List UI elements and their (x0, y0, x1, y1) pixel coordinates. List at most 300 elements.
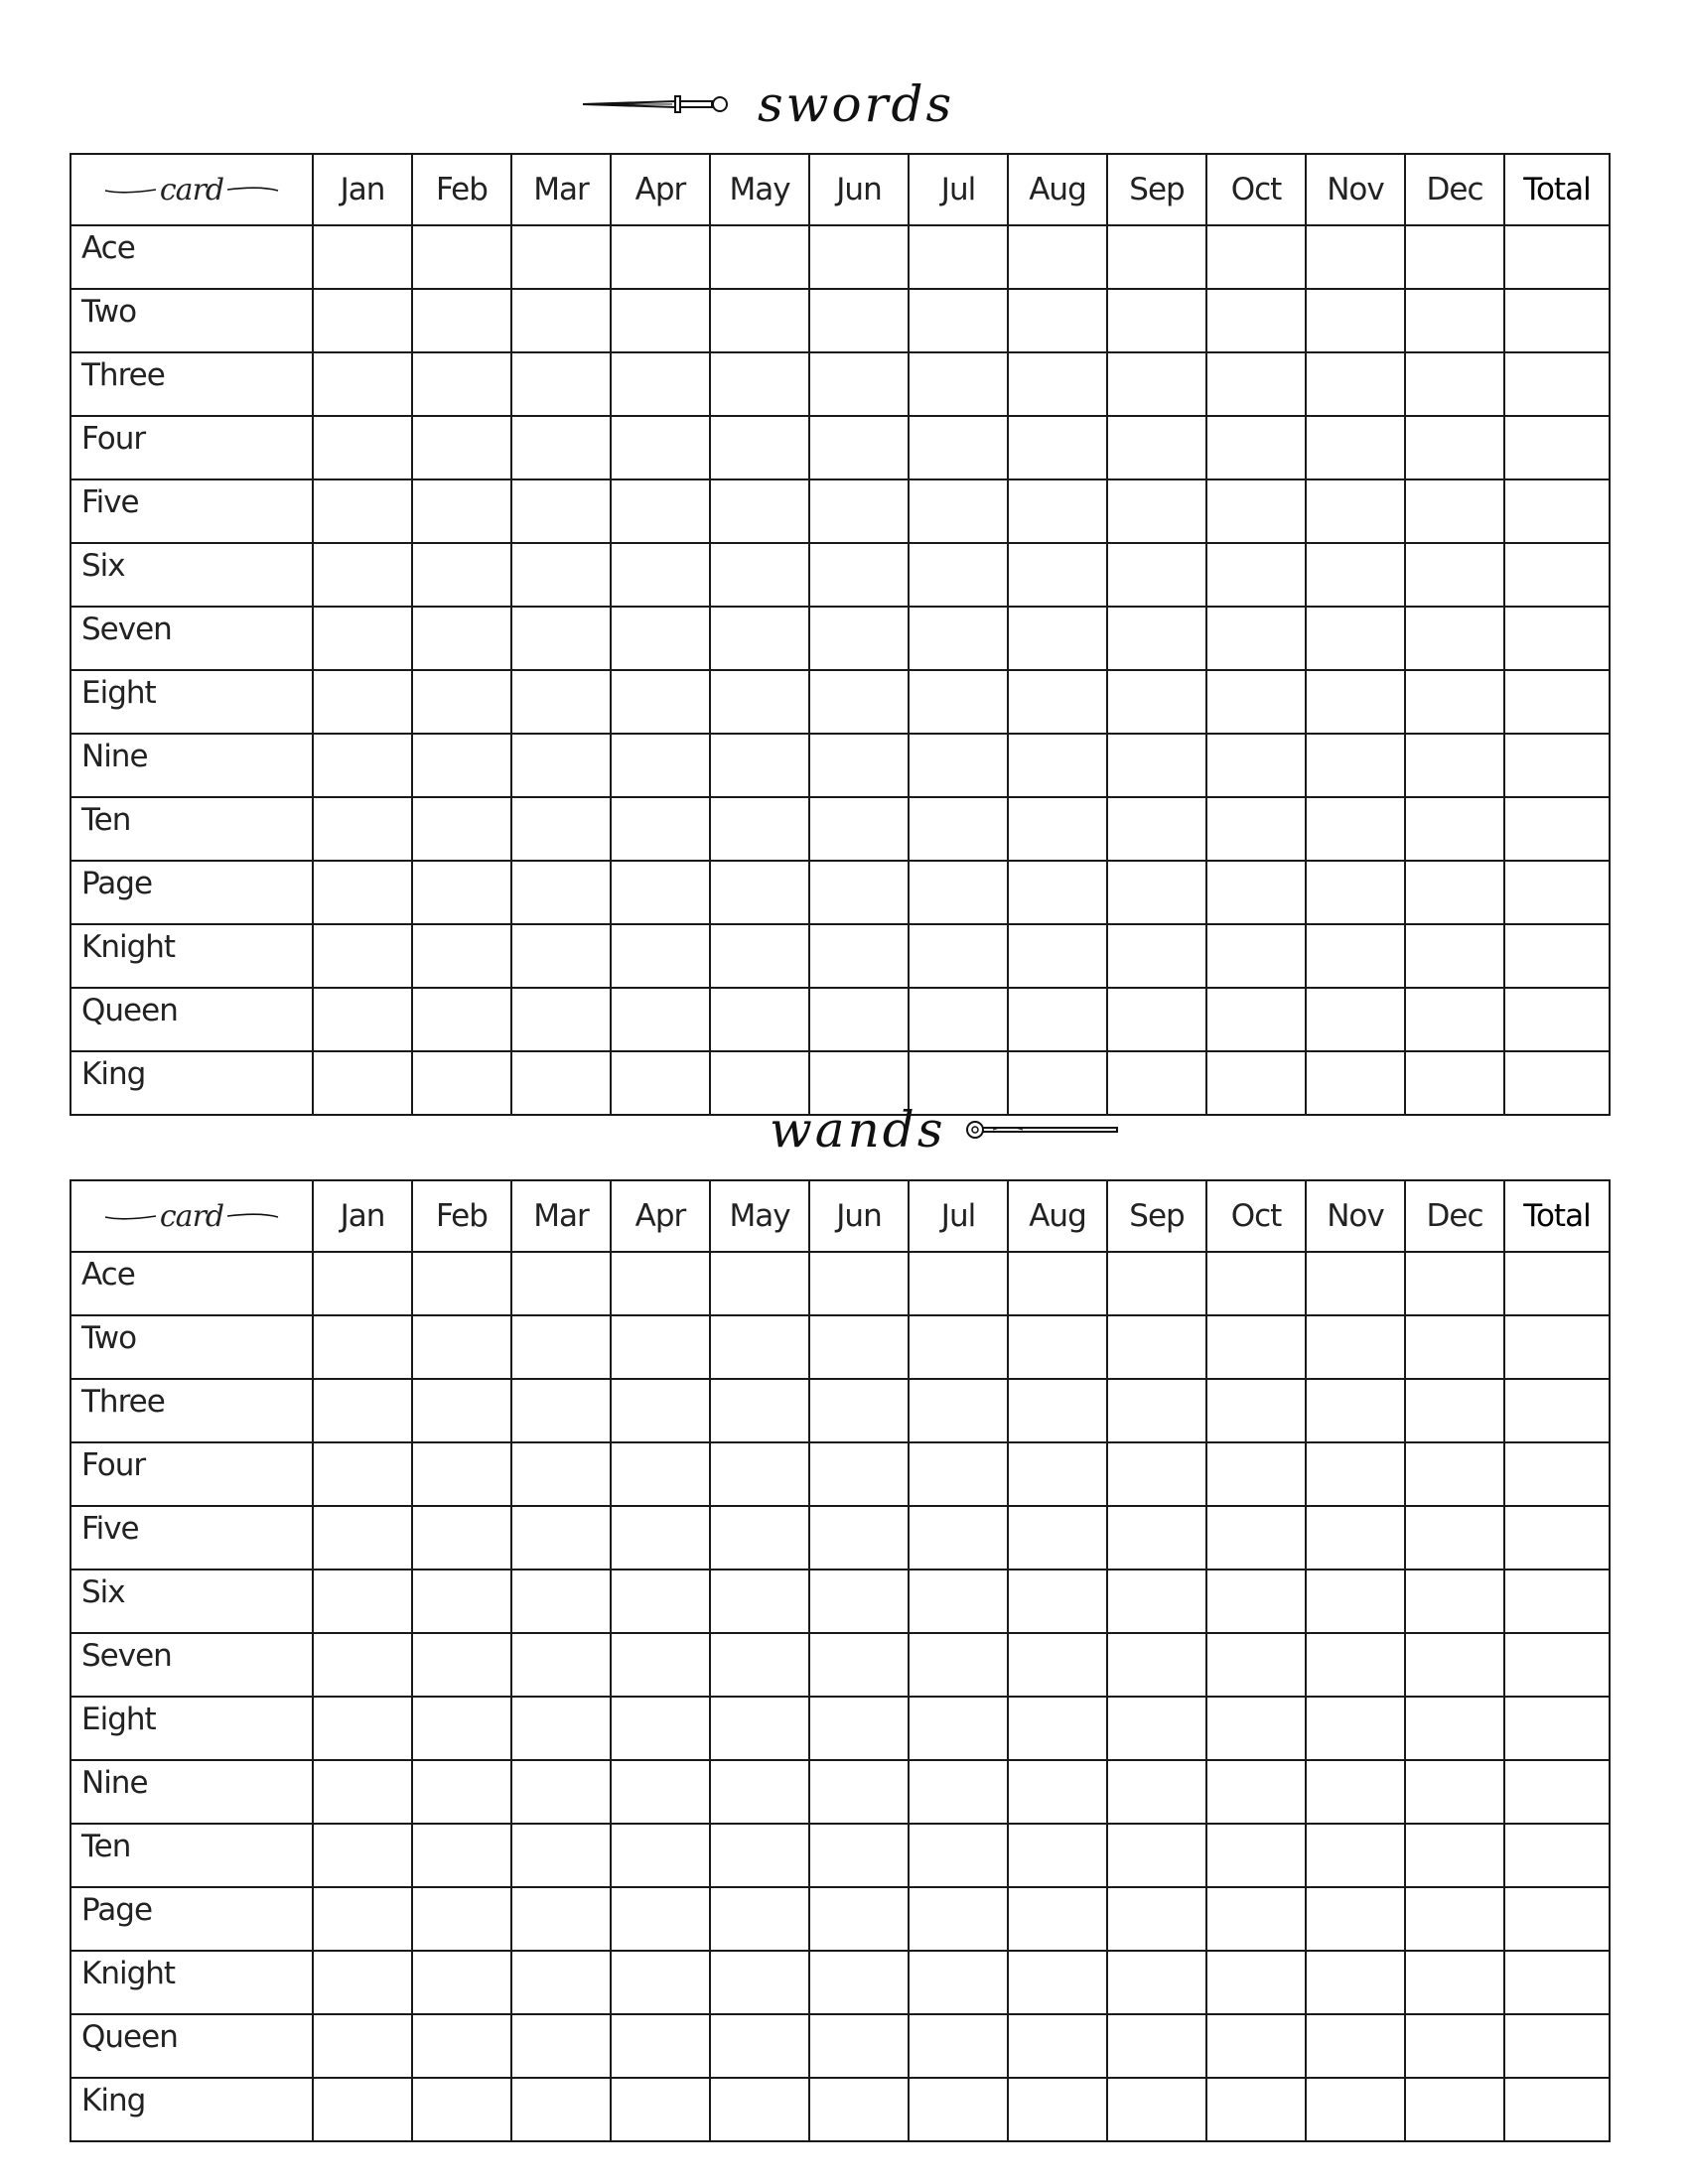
tally-cell[interactable] (313, 1051, 412, 1115)
tally-cell[interactable] (511, 670, 611, 734)
tally-cell[interactable] (909, 797, 1008, 861)
tally-cell[interactable] (1306, 1252, 1405, 1315)
tally-cell[interactable] (909, 607, 1008, 670)
tally-cell[interactable] (511, 2014, 611, 2078)
tally-cell[interactable] (412, 1379, 511, 1442)
tally-cell[interactable] (1405, 289, 1504, 352)
tally-cell[interactable] (1306, 734, 1405, 797)
tally-cell[interactable] (909, 1760, 1008, 1824)
tally-cell[interactable] (1107, 479, 1206, 543)
tally-cell[interactable] (611, 416, 710, 479)
tally-cell[interactable] (313, 1697, 412, 1760)
tally-cell[interactable] (1107, 352, 1206, 416)
tally-cell[interactable] (1405, 1887, 1504, 1951)
tally-cell[interactable] (710, 797, 809, 861)
tally-cell[interactable] (611, 1051, 710, 1115)
tally-cell[interactable] (1107, 1570, 1206, 1633)
tally-cell[interactable] (611, 988, 710, 1051)
tally-cell[interactable] (1107, 988, 1206, 1051)
tally-cell[interactable] (313, 1824, 412, 1887)
tally-cell[interactable] (412, 1760, 511, 1824)
tally-cell[interactable] (611, 1442, 710, 1506)
tally-cell[interactable] (809, 1315, 909, 1379)
tally-cell[interactable] (511, 1824, 611, 1887)
tally-cell[interactable] (313, 797, 412, 861)
tally-cell[interactable] (611, 1315, 710, 1379)
total-cell[interactable] (1504, 1760, 1610, 1824)
tally-cell[interactable] (313, 1887, 412, 1951)
tally-cell[interactable] (1008, 1633, 1107, 1697)
tally-cell[interactable] (809, 924, 909, 988)
tally-cell[interactable] (611, 289, 710, 352)
tally-cell[interactable] (611, 1506, 710, 1570)
tally-cell[interactable] (909, 543, 1008, 607)
tally-cell[interactable] (1206, 416, 1306, 479)
tally-cell[interactable] (1107, 416, 1206, 479)
tally-cell[interactable] (313, 1760, 412, 1824)
tally-cell[interactable] (909, 1633, 1008, 1697)
tally-cell[interactable] (412, 225, 511, 289)
tally-cell[interactable] (611, 1633, 710, 1697)
tally-cell[interactable] (710, 1442, 809, 1506)
tally-cell[interactable] (1405, 1442, 1504, 1506)
tally-cell[interactable] (1405, 924, 1504, 988)
tally-cell[interactable] (313, 289, 412, 352)
tally-cell[interactable] (809, 2078, 909, 2141)
tally-cell[interactable] (313, 924, 412, 988)
tally-cell[interactable] (1008, 1760, 1107, 1824)
tally-cell[interactable] (1306, 543, 1405, 607)
total-cell[interactable] (1504, 734, 1610, 797)
tally-cell[interactable] (1008, 352, 1107, 416)
tally-cell[interactable] (511, 2078, 611, 2141)
tally-cell[interactable] (809, 225, 909, 289)
tally-cell[interactable] (313, 1379, 412, 1442)
tally-cell[interactable] (1008, 1951, 1107, 2014)
total-cell[interactable] (1504, 861, 1610, 924)
tally-cell[interactable] (809, 543, 909, 607)
tally-cell[interactable] (809, 352, 909, 416)
tally-cell[interactable] (1306, 1697, 1405, 1760)
tally-cell[interactable] (511, 225, 611, 289)
tally-cell[interactable] (611, 2014, 710, 2078)
tally-cell[interactable] (1107, 861, 1206, 924)
tally-cell[interactable] (909, 1570, 1008, 1633)
tally-cell[interactable] (909, 1824, 1008, 1887)
total-cell[interactable] (1504, 1570, 1610, 1633)
tally-cell[interactable] (710, 416, 809, 479)
tally-cell[interactable] (511, 1633, 611, 1697)
tally-cell[interactable] (611, 1760, 710, 1824)
tally-cell[interactable] (611, 1252, 710, 1315)
total-cell[interactable] (1504, 988, 1610, 1051)
tally-cell[interactable] (809, 1887, 909, 1951)
tally-cell[interactable] (1206, 1633, 1306, 1697)
tally-cell[interactable] (1306, 479, 1405, 543)
tally-cell[interactable] (412, 479, 511, 543)
tally-cell[interactable] (710, 1506, 809, 1570)
tally-cell[interactable] (1107, 2014, 1206, 2078)
tally-cell[interactable] (1306, 289, 1405, 352)
tally-cell[interactable] (1107, 1379, 1206, 1442)
tally-cell[interactable] (909, 924, 1008, 988)
tally-cell[interactable] (511, 734, 611, 797)
tally-cell[interactable] (412, 1887, 511, 1951)
tally-cell[interactable] (511, 479, 611, 543)
tally-cell[interactable] (313, 1442, 412, 1506)
tally-cell[interactable] (1107, 1506, 1206, 1570)
tally-cell[interactable] (511, 797, 611, 861)
total-cell[interactable] (1504, 289, 1610, 352)
tally-cell[interactable] (1405, 1379, 1504, 1442)
total-cell[interactable] (1504, 1697, 1610, 1760)
tally-cell[interactable] (1206, 1570, 1306, 1633)
total-cell[interactable] (1504, 1442, 1610, 1506)
tally-cell[interactable] (412, 988, 511, 1051)
tally-cell[interactable] (1405, 1824, 1504, 1887)
tally-cell[interactable] (611, 2078, 710, 2141)
tally-cell[interactable] (1206, 1760, 1306, 1824)
tally-cell[interactable] (1306, 1824, 1405, 1887)
tally-cell[interactable] (611, 479, 710, 543)
tally-cell[interactable] (412, 1697, 511, 1760)
tally-cell[interactable] (1405, 670, 1504, 734)
tally-cell[interactable] (710, 1252, 809, 1315)
tally-cell[interactable] (1206, 1824, 1306, 1887)
tally-cell[interactable] (1107, 1252, 1206, 1315)
tally-cell[interactable] (412, 734, 511, 797)
tally-cell[interactable] (1306, 670, 1405, 734)
tally-cell[interactable] (710, 1570, 809, 1633)
tally-cell[interactable] (809, 479, 909, 543)
tally-cell[interactable] (1405, 225, 1504, 289)
tally-cell[interactable] (1306, 1442, 1405, 1506)
tally-cell[interactable] (909, 670, 1008, 734)
tally-cell[interactable] (710, 1824, 809, 1887)
tally-cell[interactable] (909, 2078, 1008, 2141)
tally-cell[interactable] (909, 479, 1008, 543)
tally-cell[interactable] (1306, 1051, 1405, 1115)
tally-cell[interactable] (412, 1633, 511, 1697)
tally-cell[interactable] (1008, 1379, 1107, 1442)
tally-cell[interactable] (611, 861, 710, 924)
total-cell[interactable] (1504, 607, 1610, 670)
tally-cell[interactable] (809, 1252, 909, 1315)
tally-cell[interactable] (809, 1824, 909, 1887)
tally-cell[interactable] (313, 734, 412, 797)
tally-cell[interactable] (1008, 924, 1107, 988)
tally-cell[interactable] (1405, 607, 1504, 670)
tally-cell[interactable] (909, 225, 1008, 289)
tally-cell[interactable] (511, 1315, 611, 1379)
tally-cell[interactable] (1306, 1951, 1405, 2014)
tally-cell[interactable] (710, 1633, 809, 1697)
tally-cell[interactable] (1306, 861, 1405, 924)
tally-cell[interactable] (511, 924, 611, 988)
tally-cell[interactable] (1405, 543, 1504, 607)
tally-cell[interactable] (1306, 225, 1405, 289)
tally-cell[interactable] (710, 734, 809, 797)
tally-cell[interactable] (1107, 1442, 1206, 1506)
tally-cell[interactable] (1405, 1760, 1504, 1824)
tally-cell[interactable] (1206, 225, 1306, 289)
tally-cell[interactable] (909, 861, 1008, 924)
tally-cell[interactable] (909, 1887, 1008, 1951)
tally-cell[interactable] (511, 861, 611, 924)
total-cell[interactable] (1504, 1887, 1610, 1951)
tally-cell[interactable] (1405, 479, 1504, 543)
tally-cell[interactable] (1405, 1570, 1504, 1633)
tally-cell[interactable] (511, 1570, 611, 1633)
tally-cell[interactable] (909, 1951, 1008, 2014)
tally-cell[interactable] (1405, 1633, 1504, 1697)
tally-cell[interactable] (1405, 1506, 1504, 1570)
tally-cell[interactable] (1206, 1506, 1306, 1570)
tally-cell[interactable] (1405, 2014, 1504, 2078)
tally-cell[interactable] (710, 2078, 809, 2141)
tally-cell[interactable] (909, 1506, 1008, 1570)
tally-cell[interactable] (1008, 607, 1107, 670)
tally-cell[interactable] (511, 1051, 611, 1115)
tally-cell[interactable] (809, 861, 909, 924)
tally-cell[interactable] (313, 543, 412, 607)
tally-cell[interactable] (809, 1951, 909, 2014)
tally-cell[interactable] (1206, 352, 1306, 416)
total-cell[interactable] (1504, 1951, 1610, 2014)
tally-cell[interactable] (710, 1315, 809, 1379)
tally-cell[interactable] (511, 352, 611, 416)
tally-cell[interactable] (412, 416, 511, 479)
tally-cell[interactable] (909, 416, 1008, 479)
tally-cell[interactable] (313, 416, 412, 479)
tally-cell[interactable] (1306, 1570, 1405, 1633)
tally-cell[interactable] (511, 416, 611, 479)
tally-cell[interactable] (313, 2078, 412, 2141)
tally-cell[interactable] (313, 2014, 412, 2078)
total-cell[interactable] (1504, 1315, 1610, 1379)
tally-cell[interactable] (1306, 1315, 1405, 1379)
tally-cell[interactable] (1206, 2078, 1306, 2141)
tally-cell[interactable] (1008, 988, 1107, 1051)
tally-cell[interactable] (1008, 1252, 1107, 1315)
tally-cell[interactable] (1206, 607, 1306, 670)
tally-cell[interactable] (1008, 479, 1107, 543)
tally-cell[interactable] (313, 1252, 412, 1315)
tally-cell[interactable] (909, 1379, 1008, 1442)
tally-cell[interactable] (710, 670, 809, 734)
total-cell[interactable] (1504, 1379, 1610, 1442)
tally-cell[interactable] (313, 988, 412, 1051)
tally-cell[interactable] (1206, 2014, 1306, 2078)
tally-cell[interactable] (1008, 1824, 1107, 1887)
tally-cell[interactable] (809, 1760, 909, 1824)
total-cell[interactable] (1504, 797, 1610, 861)
total-cell[interactable] (1504, 352, 1610, 416)
tally-cell[interactable] (412, 1315, 511, 1379)
tally-cell[interactable] (1107, 1887, 1206, 1951)
tally-cell[interactable] (809, 1697, 909, 1760)
tally-cell[interactable] (1306, 924, 1405, 988)
total-cell[interactable] (1504, 1051, 1610, 1115)
tally-cell[interactable] (710, 1887, 809, 1951)
tally-cell[interactable] (1206, 1442, 1306, 1506)
tally-cell[interactable] (1107, 670, 1206, 734)
tally-cell[interactable] (412, 607, 511, 670)
tally-cell[interactable] (1206, 1252, 1306, 1315)
tally-cell[interactable] (1008, 1315, 1107, 1379)
tally-cell[interactable] (412, 352, 511, 416)
tally-cell[interactable] (1206, 734, 1306, 797)
tally-cell[interactable] (710, 1951, 809, 2014)
tally-cell[interactable] (1206, 1951, 1306, 2014)
tally-cell[interactable] (1107, 1315, 1206, 1379)
total-cell[interactable] (1504, 416, 1610, 479)
total-cell[interactable] (1504, 1633, 1610, 1697)
tally-cell[interactable] (511, 543, 611, 607)
tally-cell[interactable] (313, 1506, 412, 1570)
total-cell[interactable] (1504, 2078, 1610, 2141)
tally-cell[interactable] (511, 289, 611, 352)
tally-cell[interactable] (611, 924, 710, 988)
tally-cell[interactable] (511, 1697, 611, 1760)
tally-cell[interactable] (511, 1951, 611, 2014)
tally-cell[interactable] (1405, 1951, 1504, 2014)
tally-cell[interactable] (1107, 797, 1206, 861)
tally-cell[interactable] (511, 1506, 611, 1570)
tally-cell[interactable] (313, 607, 412, 670)
tally-cell[interactable] (412, 1442, 511, 1506)
tally-cell[interactable] (313, 1951, 412, 2014)
tally-cell[interactable] (1306, 1633, 1405, 1697)
total-cell[interactable] (1504, 1824, 1610, 1887)
tally-cell[interactable] (611, 797, 710, 861)
tally-cell[interactable] (412, 2078, 511, 2141)
tally-cell[interactable] (412, 1951, 511, 2014)
tally-cell[interactable] (313, 861, 412, 924)
tally-cell[interactable] (1107, 225, 1206, 289)
tally-cell[interactable] (1008, 1697, 1107, 1760)
tally-cell[interactable] (710, 607, 809, 670)
tally-cell[interactable] (710, 289, 809, 352)
tally-cell[interactable] (909, 1442, 1008, 1506)
tally-cell[interactable] (809, 1506, 909, 1570)
total-cell[interactable] (1504, 543, 1610, 607)
tally-cell[interactable] (1405, 988, 1504, 1051)
tally-cell[interactable] (909, 2014, 1008, 2078)
tally-cell[interactable] (412, 1824, 511, 1887)
total-cell[interactable] (1504, 225, 1610, 289)
total-cell[interactable] (1504, 1252, 1610, 1315)
tally-cell[interactable] (511, 1887, 611, 1951)
tally-cell[interactable] (710, 988, 809, 1051)
tally-cell[interactable] (412, 1570, 511, 1633)
tally-cell[interactable] (710, 1697, 809, 1760)
tally-cell[interactable] (412, 670, 511, 734)
tally-cell[interactable] (412, 797, 511, 861)
tally-cell[interactable] (1306, 607, 1405, 670)
tally-cell[interactable] (1008, 1506, 1107, 1570)
tally-cell[interactable] (1306, 416, 1405, 479)
tally-cell[interactable] (313, 1633, 412, 1697)
tally-cell[interactable] (1008, 861, 1107, 924)
tally-cell[interactable] (909, 734, 1008, 797)
tally-cell[interactable] (1107, 734, 1206, 797)
tally-cell[interactable] (809, 734, 909, 797)
tally-cell[interactable] (710, 225, 809, 289)
tally-cell[interactable] (1306, 797, 1405, 861)
tally-cell[interactable] (909, 289, 1008, 352)
tally-cell[interactable] (710, 2014, 809, 2078)
tally-cell[interactable] (809, 1633, 909, 1697)
tally-cell[interactable] (611, 1887, 710, 1951)
tally-cell[interactable] (1405, 1252, 1504, 1315)
tally-cell[interactable] (313, 479, 412, 543)
tally-cell[interactable] (412, 2014, 511, 2078)
tally-cell[interactable] (1206, 1051, 1306, 1115)
tally-cell[interactable] (412, 1051, 511, 1115)
total-cell[interactable] (1504, 670, 1610, 734)
total-cell[interactable] (1504, 479, 1610, 543)
tally-cell[interactable] (809, 797, 909, 861)
tally-cell[interactable] (909, 1315, 1008, 1379)
tally-cell[interactable] (809, 416, 909, 479)
tally-cell[interactable] (511, 1442, 611, 1506)
tally-cell[interactable] (1405, 797, 1504, 861)
tally-cell[interactable] (1306, 2014, 1405, 2078)
tally-cell[interactable] (611, 607, 710, 670)
tally-cell[interactable] (313, 225, 412, 289)
tally-cell[interactable] (412, 543, 511, 607)
tally-cell[interactable] (1405, 352, 1504, 416)
tally-cell[interactable] (909, 1697, 1008, 1760)
tally-cell[interactable] (1008, 1887, 1107, 1951)
tally-cell[interactable] (412, 861, 511, 924)
tally-cell[interactable] (809, 1379, 909, 1442)
tally-cell[interactable] (511, 607, 611, 670)
tally-cell[interactable] (1306, 1506, 1405, 1570)
tally-cell[interactable] (1008, 543, 1107, 607)
tally-cell[interactable] (710, 924, 809, 988)
tally-cell[interactable] (611, 1951, 710, 2014)
tally-cell[interactable] (1405, 861, 1504, 924)
tally-cell[interactable] (809, 607, 909, 670)
tally-cell[interactable] (1107, 607, 1206, 670)
tally-cell[interactable] (511, 1379, 611, 1442)
tally-cell[interactable] (1206, 797, 1306, 861)
tally-cell[interactable] (313, 670, 412, 734)
tally-cell[interactable] (710, 861, 809, 924)
tally-cell[interactable] (1008, 289, 1107, 352)
tally-cell[interactable] (313, 1315, 412, 1379)
total-cell[interactable] (1504, 2014, 1610, 2078)
tally-cell[interactable] (511, 988, 611, 1051)
tally-cell[interactable] (1206, 1315, 1306, 1379)
tally-cell[interactable] (412, 289, 511, 352)
tally-cell[interactable] (1008, 734, 1107, 797)
tally-cell[interactable] (611, 225, 710, 289)
tally-cell[interactable] (313, 1570, 412, 1633)
tally-cell[interactable] (1107, 543, 1206, 607)
tally-cell[interactable] (1107, 1697, 1206, 1760)
tally-cell[interactable] (511, 1252, 611, 1315)
tally-cell[interactable] (1206, 924, 1306, 988)
tally-cell[interactable] (611, 1697, 710, 1760)
tally-cell[interactable] (1306, 988, 1405, 1051)
tally-cell[interactable] (611, 1379, 710, 1442)
tally-cell[interactable] (710, 1760, 809, 1824)
tally-cell[interactable] (1405, 734, 1504, 797)
tally-cell[interactable] (809, 289, 909, 352)
